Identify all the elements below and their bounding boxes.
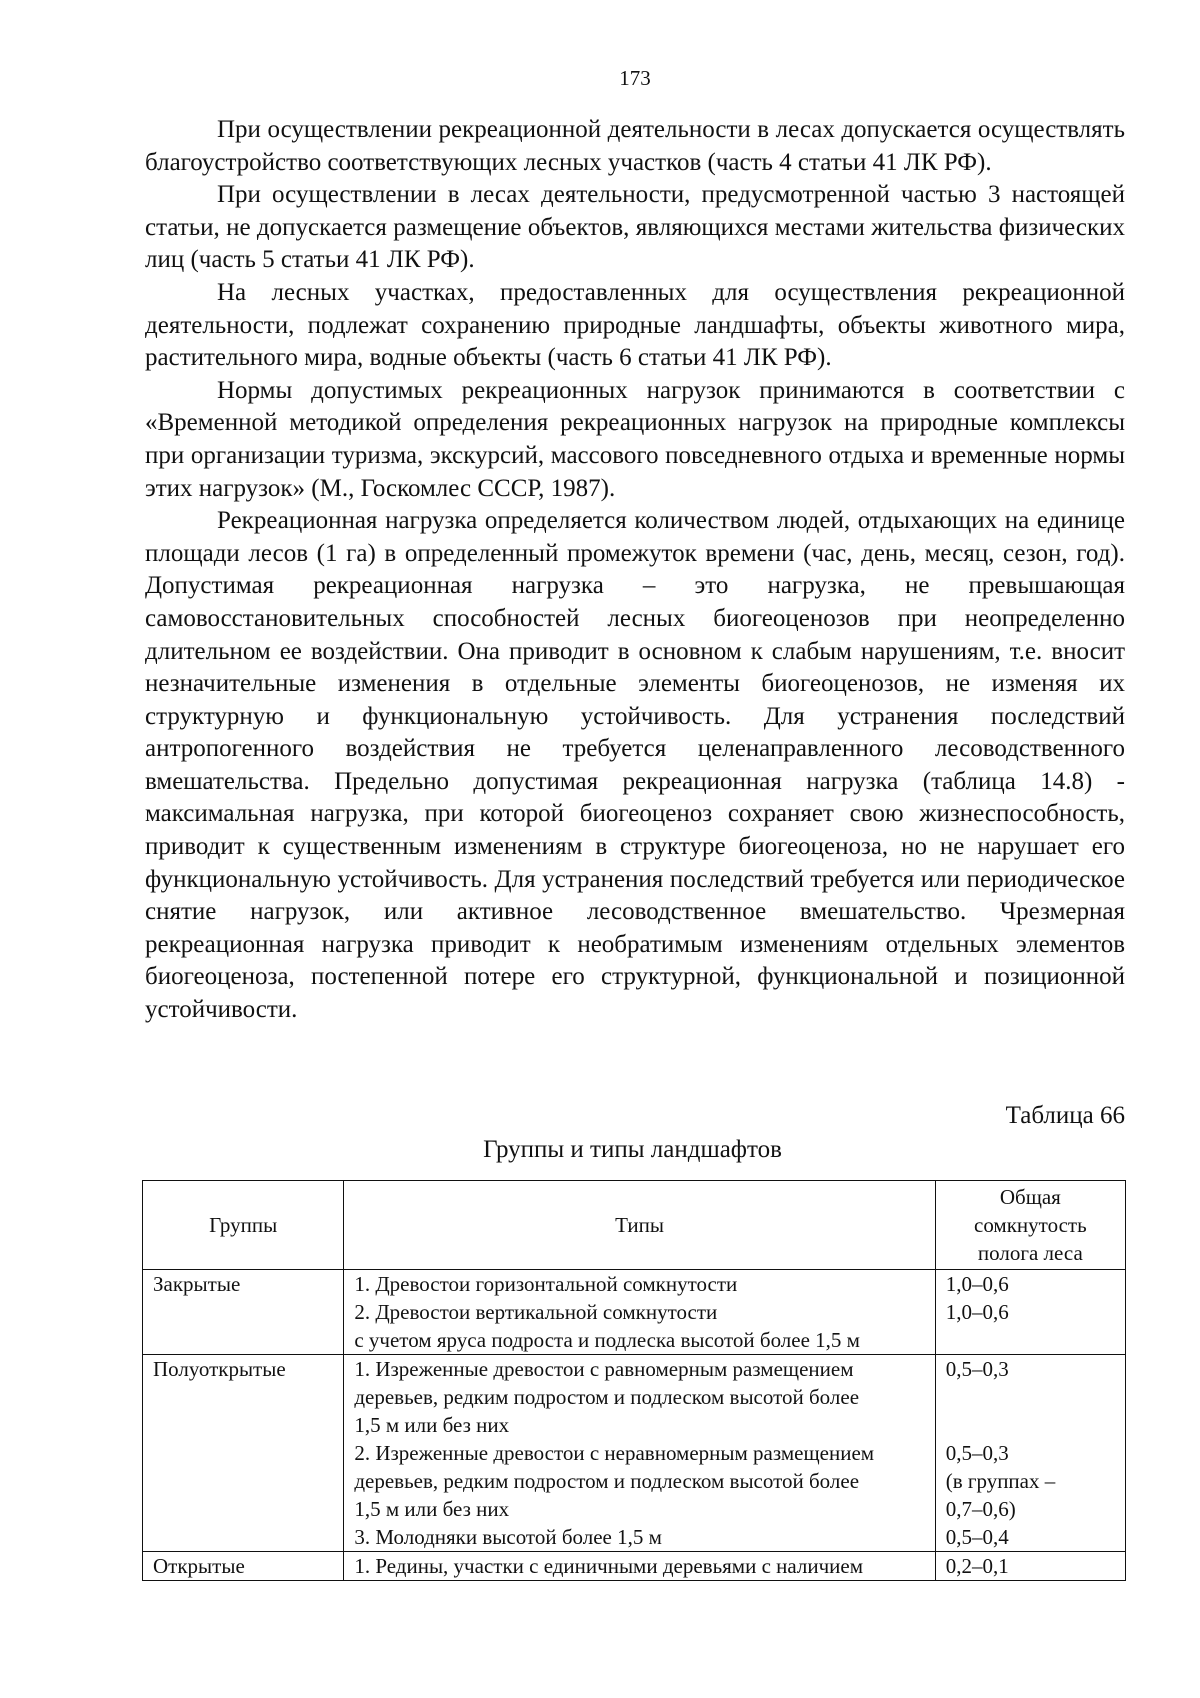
- cell-density: [935, 1552, 1125, 1581]
- header-density: [935, 1181, 1125, 1270]
- type-line: 1,5 м или без них: [354, 1413, 510, 1437]
- paragraph: При осуществлении в лесах деятельности, предусмотренной частью 3 настоящей статьи, не допускается размещение объектов, являющихся местами жительства физических лиц (часть 5 статьи 41 ЛК РФ).: [145, 181, 1125, 274]
- page-number: 173: [619, 66, 651, 90]
- cell-group: Открытые: [143, 1552, 344, 1581]
- type-line: 2. Древостои вертикальной сомкнутости: [354, 1300, 718, 1324]
- header-type: Типы: [344, 1181, 935, 1270]
- density-line: 1,0–0,6: [945, 1272, 1009, 1296]
- table-label: Таблица 66: [1005, 1102, 1125, 1129]
- type-line: 2. Изреженные древостои с неравномерным размещением: [354, 1441, 875, 1465]
- density-line: 0,5–0,4: [945, 1525, 1009, 1549]
- density-line: 1,0–0,6: [945, 1300, 1009, 1324]
- landscape-table: [142, 1180, 1126, 1581]
- type-line: 1. Изреженные древостои с равномерным размещением: [354, 1357, 854, 1381]
- paragraph: При осуществлении рекреационной деятельности в лесах допускается осуществлять благоустройство соответствующих лесных участков (часть 4 статьи 41 ЛК РФ).: [145, 116, 1125, 176]
- table-row: [143, 1552, 1126, 1581]
- table-header-row: [143, 1181, 1126, 1270]
- density-line: 0,7–0,6): [945, 1497, 1016, 1521]
- paragraph: На лесных участках, предоставленных для осуществления рекреационной деятельности, подлежат сохранению природные ландшафты, объекты животного мира, растительного мира, водные объекты (часть 6 статьи 41 ЛК РФ).: [145, 278, 1125, 372]
- header-density-line: Общая: [999, 1185, 1061, 1209]
- cell-types: [344, 1270, 935, 1355]
- type-line: 1,5 м или без них: [354, 1497, 510, 1521]
- cell-density: [935, 1355, 1125, 1552]
- table-row: [143, 1270, 1126, 1355]
- paragraph: Рекреационная нагрузка определяется количеством людей, отдыхающих на единице площади лесов (1 га) в определенный промежуток времени (час, день, месяц, сезон, год). Допустимая рекреационная нагрузка – это нагрузка, не превышающая самовосстановительных способностей лесных биогеоценозов при неопределенно длительном ее воздействии. Она приводит в основном к слабым нарушениям, т.е. вносит незначительные изменения в отдельные элементы биогеоценозов, не изменяя их структурную и функциональную устойчивость. Для устранения последствий антропогенного воздействия не требуется целенаправленного лесоводственного вмешательства. Предельно допустимая рекреационная нагрузка (таблица 14.8) - максимальная нагрузка, при которой биогеоценоз сохраняет свою жизнеспособность, приводит к существенным изменениям в структуре биогеоценоза, но не нарушает его функциональную устойчивость. Для устранения последствий требуется или периодическое снятие нагрузок, или активное лесоводственное вмешательство. Чрезмерная рекреационная нагрузка приводит к необратимым изменениям отдельных элементов биогеоценоза, постепенной потере его структурной, функциональной и позиционной устойчивости.: [145, 507, 1125, 1024]
- table-row: [143, 1355, 1126, 1552]
- header-density-line: полога леса: [977, 1241, 1083, 1265]
- table-title: Группы и типы ландшафтов: [483, 1136, 782, 1163]
- header-density-line: сомкнутость: [974, 1213, 1087, 1237]
- type-line: 1. Древостои горизонтальной сомкнутости: [354, 1272, 738, 1296]
- type-line: деревьев, редким подростом и подлеском высотой более: [354, 1385, 860, 1409]
- density-line: [946, 1383, 1115, 1411]
- density-line: 0,5–0,3: [945, 1441, 1009, 1465]
- cell-types: [344, 1552, 935, 1581]
- paragraph: Нормы допустимых рекреационных нагрузок принимаются в соответствии с «Временной методикой определения рекреационных нагрузок на природные комплексы при организации туризма, экскурсий, массового повседневного отдыха и временные нормы этих нагрузок» (М., Госкомлес СССР, 1987).: [145, 376, 1125, 502]
- body-text: [145, 114, 1125, 1027]
- cell-group: Полуоткрытые: [143, 1355, 344, 1552]
- header-group: Группы: [143, 1181, 344, 1270]
- cell-types: [344, 1355, 935, 1552]
- density-line: 0,2–0,1: [945, 1554, 1009, 1578]
- density-line: [946, 1411, 1115, 1439]
- density-line: 0,5–0,3: [945, 1357, 1009, 1381]
- cell-group: Закрытые: [143, 1270, 344, 1355]
- density-line: [946, 1326, 1115, 1354]
- type-line: деревьев, редким подростом и подлеском высотой более: [354, 1469, 860, 1493]
- density-line: (в группах –: [945, 1469, 1056, 1493]
- cell-density: [935, 1270, 1125, 1355]
- type-line: 3. Молодняки высотой более 1,5 м: [354, 1525, 662, 1549]
- type-line: 1. Редины, участки с единичными деревьями с наличием: [354, 1554, 864, 1578]
- type-line: с учетом яруса подроста и подлеска высотой более 1,5 м: [354, 1328, 860, 1352]
